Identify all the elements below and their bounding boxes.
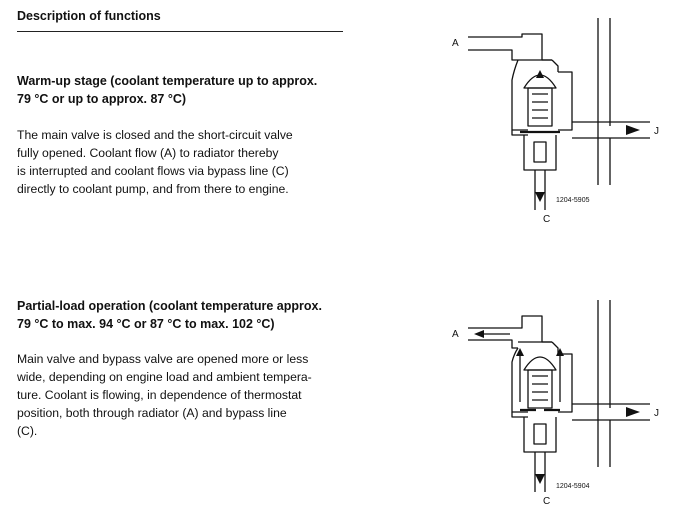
section-2-title <box>17 297 357 333</box>
section-2-body-line: wide, depending on engine load and ambient tempera- <box>17 370 312 384</box>
section-2-body-line: ture. Coolant is flowing, in dependence of thermostat <box>17 388 302 402</box>
section-2-title-line: Partial-load operation (coolant temperature approx. <box>17 299 322 313</box>
section-2-title-line: 79 °C to max. 94 °C or 87 °C to max. 102 °C) <box>17 317 275 331</box>
label-a: A <box>452 38 459 49</box>
arrow-bypass-icon <box>535 192 545 202</box>
section-2-body-line: (C). <box>17 424 38 438</box>
label-a: A <box>452 329 459 340</box>
arrow-outlet-icon <box>474 330 484 338</box>
section-1-body-line: directly to coolant pump, and from there to engine. <box>17 182 289 196</box>
arrow-inlet-icon <box>626 407 640 417</box>
arrow-up-icon <box>556 348 564 356</box>
label-j: J <box>654 408 659 419</box>
page-header: Description of functions <box>17 9 161 23</box>
section-1-body-line: is interrupted and coolant flows via bypass line (C) <box>17 164 289 178</box>
label-j: J <box>654 126 659 137</box>
header-rule <box>17 31 343 32</box>
figure-ref-number: 1204-5904 <box>556 483 590 490</box>
arrow-bypass-icon <box>535 474 545 484</box>
section-1-body <box>17 126 357 198</box>
arrow-inlet-icon <box>626 125 640 135</box>
section-1-title-line: 79 °C or up to approx. 87 °C) <box>17 92 187 106</box>
section-1-title <box>17 72 357 108</box>
section-2-body <box>17 350 357 440</box>
label-c: C <box>543 496 551 507</box>
thermostat-diagram-partial-load <box>440 292 670 507</box>
section-2-body-line: position, both through radiator (A) and bypass line <box>17 406 287 420</box>
section-1-title-line: Warm-up stage (coolant temperature up to approx. <box>17 74 318 88</box>
figure-ref-number: 1204-5905 <box>556 197 590 204</box>
thermostat-diagram-warmup <box>440 10 670 225</box>
label-c: C <box>543 214 551 225</box>
section-1-body-line: The main valve is closed and the short-circuit valve <box>17 128 293 142</box>
section-2-body-line: Main valve and bypass valve are opened more or less <box>17 352 309 366</box>
section-1-body-line: fully opened. Coolant flow (A) to radiator thereby <box>17 146 279 160</box>
